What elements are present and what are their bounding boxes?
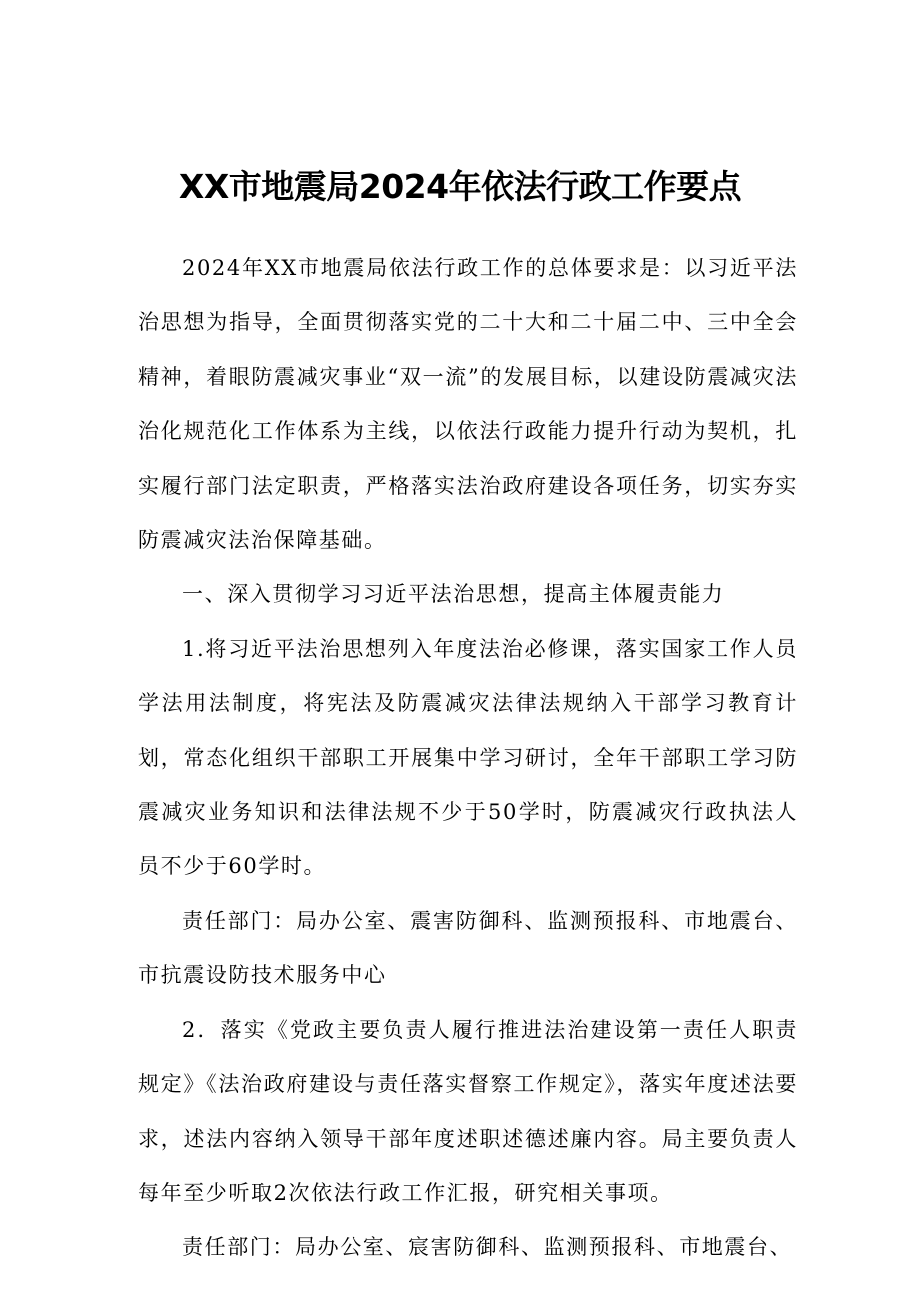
item-2-paragraph: 2．落实《党政主要负责人履行推进法治建设第一责任人职责规定》《法治政府建设与责任落实督察工作规定》，落实年度述法要求，述法内容纳入领导干部年度述职述德述廉内容。局主要负责人每年至少听取2次依法行政工作汇报，研究相关事项。 (138, 1017, 798, 1205)
item-1-responsible-departments: 责任部门：局办公室、震害防御科、监测预报科、市地震台、市抗震设防技术服务中心 (138, 908, 798, 988)
paragraph-general-requirements: 2024年XX市地震局依法行政工作的总体要求是：以习近平法治思想为指导，全面贯彻落实党的二十大和二十届二中、三中全会精神，着眼防震减灾事业“双一流”的发展目标，以建设防震减灾法治化规范化工作体系为主线，以依法行政能力提升行动为契机，扎实履行部门法定职责，严格落实法治政府建设各项任务，切实夯实防震减灾法治保障基础。 (138, 256, 798, 553)
document-title: XX市地震局2024年依法行政工作要点 (178, 167, 742, 206)
section-heading-1: 一、深入贯彻学习习近平法治思想，提高主体履责能力 (182, 582, 725, 607)
document-body (138, 241, 798, 1275)
item-2-responsible-departments: 责任部门：局办公室、宸害防御科、监测预报科、市地震台、 (182, 1235, 793, 1260)
item-1-paragraph: 1.将习近平法治思想列入年度法治必修课，落实国家工作人员学法用法制度，将宪法及防震减灾法律法规纳入干部学习教育计划，常态化组织干部职工开展集中学习研讨，全年干部职工学习防震减灾业务知识和法律法规不少于50学时，防震减灾行政执法人员不少于60学时。 (138, 636, 798, 879)
